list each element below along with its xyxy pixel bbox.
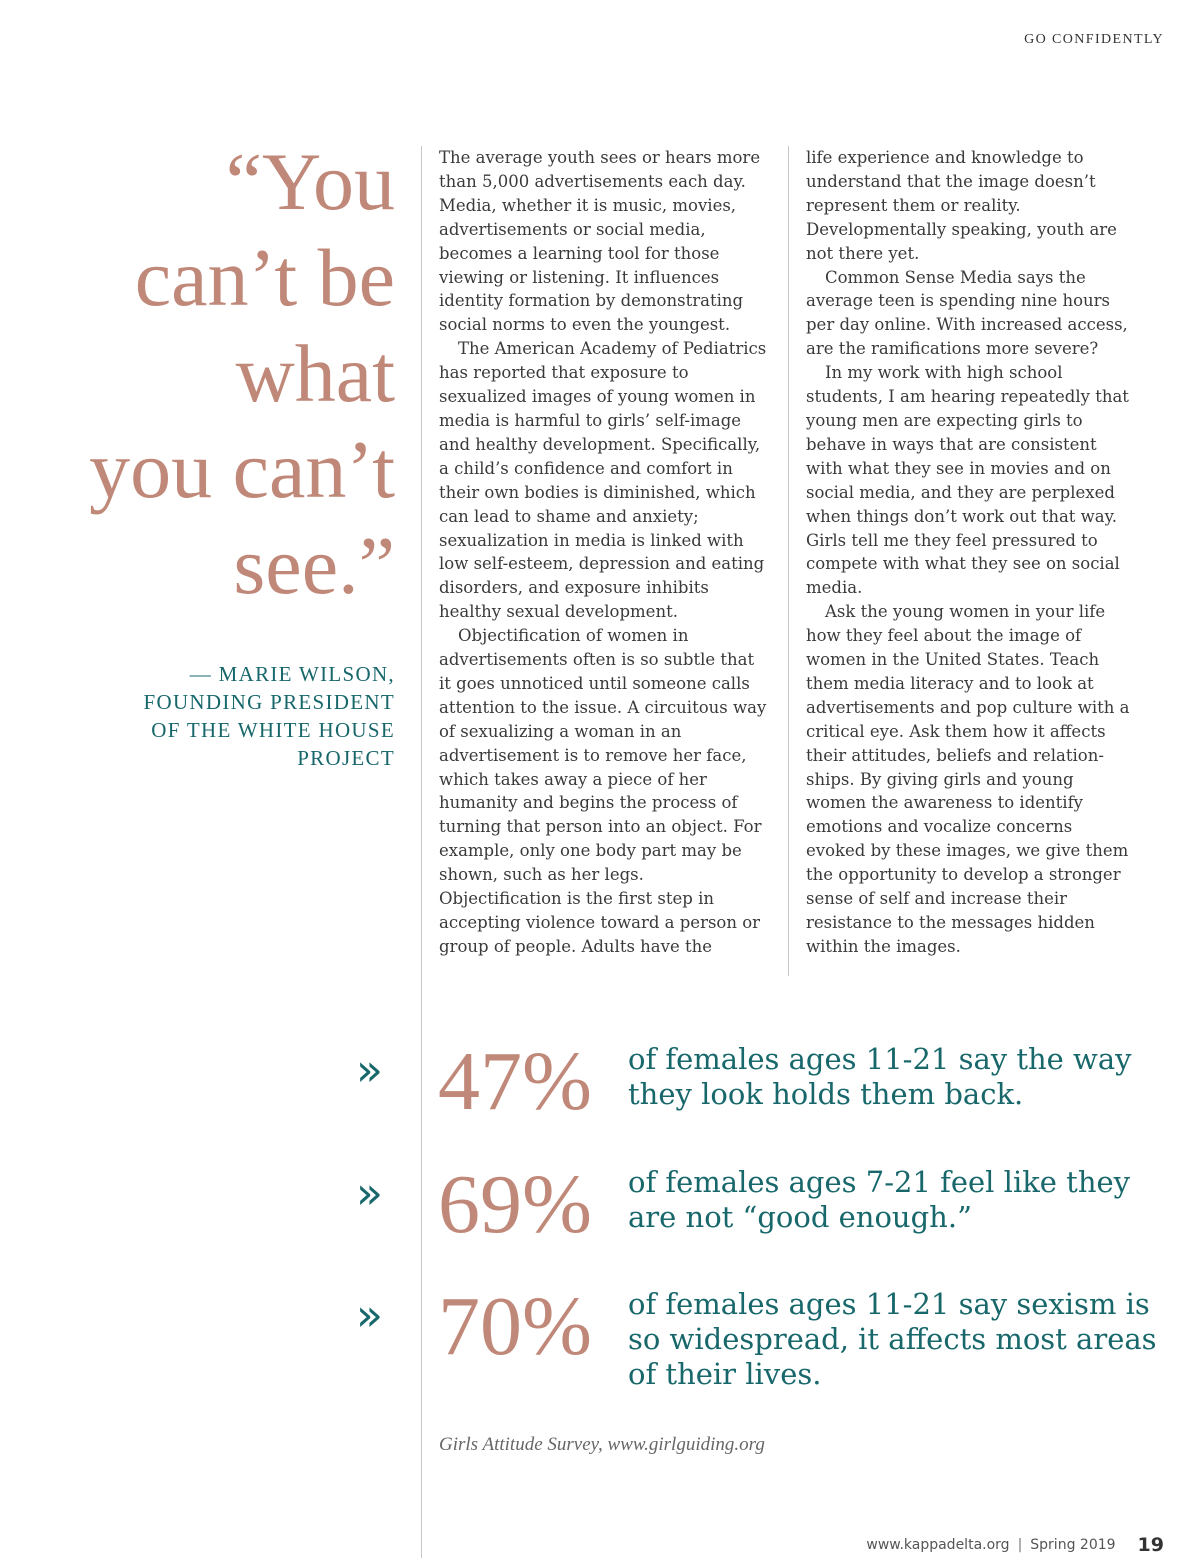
- attribution-line: — MARIE WILSON,: [189, 662, 395, 686]
- pull-quote-block: [40, 134, 395, 772]
- article-paragraph: Ask the young women in your life how they feel about the image of women in the United States. Teach them media literacy and to look at advertisements and pop culture with a critical eye. Ask them how it affects their attitudes, beliefs and relation-ships. By giving girls and young women the awareness to identify emotions and vocalize concerns evoked by these images, we give them the opportunity to develop a stronger sense of self and increase their resistance to the messages hidden within the images.: [806, 602, 1130, 956]
- article-paragraph: Objectification of women in advertisements often is so subtle that it goes unnoticed until someone calls attention to the issue. A circuitous way of sexualizing a woman in an advertisement is to remove her face, which takes away a piece of her humanity and begins the process of turning that person into an object. For example, only one body part may be shown, such as her legs. Objectification is the first step in accepting violence toward a person or group of people. Adults have the: [439, 626, 767, 956]
- pull-quote: [40, 134, 395, 614]
- stat-value: 70%: [438, 1280, 592, 1373]
- stat-text: of females ages 11-21 say the way they look holds them back.: [628, 1042, 1132, 1111]
- pull-quote-line: you can’t: [89, 424, 395, 515]
- quote-attribution: [40, 660, 395, 772]
- footer-issue: Spring 2019: [1030, 1537, 1116, 1553]
- chevron-right-icon: »: [356, 1290, 383, 1341]
- chevron-right-icon: »: [356, 1168, 383, 1219]
- column-rule-middle: [788, 146, 789, 976]
- article-column-2: [806, 146, 1132, 959]
- stat-value: 47%: [438, 1035, 592, 1128]
- page-number: 19: [1137, 1534, 1164, 1556]
- stat-item: [356, 1280, 1176, 1405]
- footer-url: www.kappadelta.org: [866, 1537, 1010, 1553]
- attribution-line: PROJECT: [297, 746, 395, 770]
- footer-separator: |: [1017, 1537, 1023, 1553]
- section-header: GO CONFIDENTLY: [1024, 32, 1164, 47]
- stat-text: of females ages 7-21 feel like they are not “good enough.”: [628, 1165, 1131, 1234]
- pull-quote-line: can’t be: [134, 232, 395, 323]
- article-column-1: [439, 146, 769, 959]
- article-paragraph: Common Sense Media says the average teen is spending nine hours per day online. With increased access, are the ramifications more severe?: [806, 267, 1128, 359]
- article-paragraph: The American Academy of Pediatrics has reported that exposure to sexualized images of young women in media is harmful to girls’ self-image and healthy development. Specifically, a child’s confidence and comfort in their own bodies is diminished, which can lead to shame and anxiety; sexualization in media is linked with low self-esteem, depression and eating disorders, and exposure inhibits healthy sexual development.: [439, 339, 767, 622]
- pull-quote-line: what: [235, 328, 395, 419]
- page-footer: [866, 1532, 1164, 1554]
- stat-value: 69%: [438, 1158, 592, 1251]
- survey-source: Girls Attitude Survey, www.girlguiding.org: [439, 1434, 765, 1455]
- attribution-line: FOUNDING PRESIDENT: [143, 690, 395, 714]
- article-paragraph: life experience and knowledge to understand that the image doesn’t represent them or reality. Developmentally speaking, youth are not there yet.: [806, 148, 1117, 263]
- stat-text: of females ages 11-21 say sexism is so widespread, it affects most areas of their lives.: [628, 1287, 1157, 1391]
- article-paragraph: In my work with high school students, I am hearing repeatedly that young men are expecting girls to behave in ways that are consistent with what they see in movies and on social media, and they are perplexed when things don’t work out that way. Girls tell me they feel pressured to compete with what they see on social media.: [806, 363, 1129, 598]
- attribution-line: OF THE WHITE HOUSE: [151, 718, 395, 742]
- stat-item: [356, 1035, 1176, 1160]
- pull-quote-line: see.”: [233, 520, 395, 611]
- stat-item: [356, 1158, 1176, 1283]
- article-paragraph: The average youth sees or hears more than 5,000 advertisements each day. Media, whether it is music, movies, advertisements or social media, becomes a learning tool for those viewing or listening. It influences identity formation by demonstrating social norms to even the youngest.: [439, 148, 761, 335]
- chevron-right-icon: »: [356, 1045, 383, 1096]
- pull-quote-line: “You: [225, 136, 395, 227]
